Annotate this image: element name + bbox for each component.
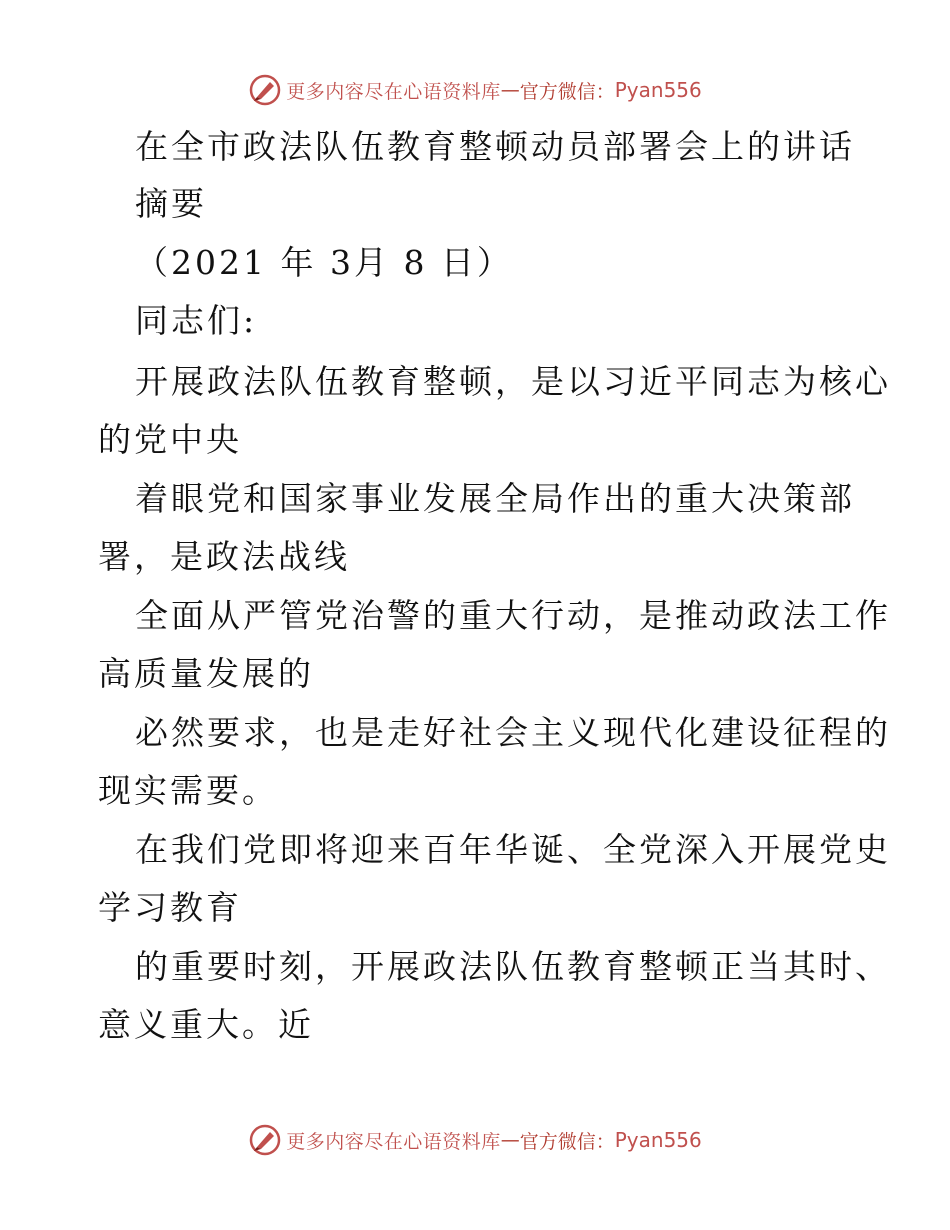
watermark-label: 官方微信： — [519, 80, 615, 103]
document-subtitle: 摘要 — [135, 184, 207, 223]
salutation: 同志们: — [135, 301, 258, 340]
pen-nib-logo-icon — [248, 1123, 282, 1157]
watermark-text: 更多内容尽在心语资料库 — [286, 1130, 501, 1153]
pen-nib-logo-icon — [248, 73, 282, 107]
watermark-label: 官方微信： — [519, 1130, 615, 1153]
watermark-separator: — — [500, 79, 520, 101]
paragraph-line: 着眼党和国家事业发展全局作出的重大决策部 — [135, 479, 855, 518]
paragraph-line: 学习教育 — [98, 888, 242, 927]
footer-watermark — [0, 1120, 950, 1160]
paragraph-line: 的党中央 — [98, 420, 242, 459]
paragraph-line: 全面从严管党治警的重大行动，是推动政法工作 — [135, 596, 891, 635]
paragraph-line: 开展政法队伍教育整顿，是以习近平同志为核心 — [135, 362, 891, 401]
document-date: （2021 年 3月 8 日） — [135, 243, 513, 282]
watermark-text: 更多内容尽在心语资料库 — [286, 80, 501, 103]
document-title: 在全市政法队伍教育整顿动员部署会上的讲话 — [135, 127, 855, 166]
paragraph-line: 必然要求，也是走好社会主义现代化建设征程的 — [135, 713, 891, 752]
paragraph-line: 意义重大。近 — [98, 1005, 314, 1044]
paragraph-line: 高质量发展的 — [98, 654, 314, 693]
watermark-id: Pyan556 — [614, 78, 702, 102]
header-watermark — [0, 70, 950, 110]
watermark-id: Pyan556 — [614, 1128, 702, 1152]
paragraph-line: 现实需要。 — [98, 771, 278, 810]
paragraph-line: 署，是政法战线 — [98, 537, 350, 576]
paragraph-line: 的重要时刻，开展政法队伍教育整顿正当其时、 — [135, 947, 891, 986]
paragraph-line: 在我们党即将迎来百年华诞、全党深入开展党史 — [135, 830, 891, 869]
watermark-separator: — — [500, 1129, 520, 1151]
